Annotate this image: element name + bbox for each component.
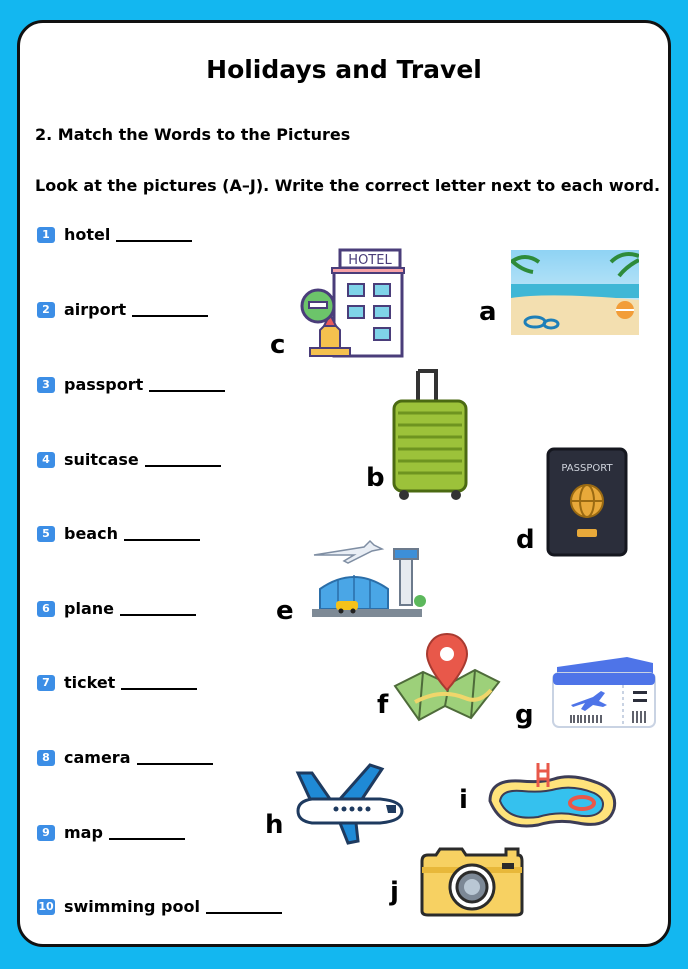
number-badge: 7 bbox=[37, 675, 55, 691]
picture-letter-f: f bbox=[377, 690, 389, 720]
plane-icon bbox=[288, 763, 406, 845]
number-badge: 9 bbox=[37, 825, 55, 841]
word-label: swimming pool bbox=[64, 897, 200, 916]
camera-icon bbox=[418, 841, 526, 919]
word-item-beach bbox=[37, 524, 200, 543]
picture-letter-b: b bbox=[366, 463, 385, 493]
map-icon bbox=[391, 632, 501, 724]
answer-blank[interactable] bbox=[145, 453, 221, 467]
picture-letter-c: c bbox=[270, 330, 286, 360]
number-badge: 8 bbox=[37, 750, 55, 766]
section-heading: 2. Match the Words to the Pictures bbox=[35, 125, 351, 144]
picture-letter-g: g bbox=[515, 700, 534, 730]
answer-blank[interactable] bbox=[206, 900, 282, 914]
passport-cover-text: PASSPORT bbox=[561, 463, 613, 474]
number-badge: 2 bbox=[37, 302, 55, 318]
number-badge: 4 bbox=[37, 452, 55, 468]
word-item-ticket bbox=[37, 673, 197, 692]
answer-blank[interactable] bbox=[132, 303, 208, 317]
answer-blank[interactable] bbox=[116, 228, 192, 242]
worksheet-card bbox=[17, 20, 671, 947]
word-label: airport bbox=[64, 300, 127, 319]
picture-letter-i: i bbox=[459, 785, 468, 815]
passport-icon bbox=[544, 445, 630, 559]
number-badge: 6 bbox=[37, 601, 55, 617]
hotel-icon bbox=[298, 248, 408, 360]
swimming-pool-icon bbox=[482, 761, 622, 833]
instructions: Look at the pictures (A–J). Write the correct letter next to each word. bbox=[35, 176, 661, 195]
word-item-passport bbox=[37, 375, 225, 394]
ticket-icon bbox=[549, 651, 659, 731]
number-badge: 3 bbox=[37, 377, 55, 393]
picture-letter-e: e bbox=[276, 596, 294, 626]
worksheet-title: Holidays and Travel bbox=[206, 55, 482, 84]
word-item-airport bbox=[37, 300, 208, 319]
word-label: camera bbox=[64, 748, 131, 767]
answer-blank[interactable] bbox=[149, 378, 225, 392]
hotel-sign-text: HOTEL bbox=[348, 253, 392, 268]
word-label: ticket bbox=[64, 673, 116, 692]
word-label: map bbox=[64, 823, 103, 842]
answer-blank[interactable] bbox=[137, 751, 213, 765]
word-label: plane bbox=[64, 599, 114, 618]
word-item-suitcase bbox=[37, 450, 221, 469]
picture-letter-d: d bbox=[516, 525, 535, 555]
word-label: hotel bbox=[64, 225, 111, 244]
suitcase-icon bbox=[390, 367, 470, 502]
word-item-plane bbox=[37, 599, 196, 618]
picture-letter-a: a bbox=[479, 297, 497, 327]
word-item-hotel bbox=[37, 225, 192, 244]
answer-blank[interactable] bbox=[120, 602, 196, 616]
word-item-camera bbox=[37, 748, 213, 767]
beach-icon bbox=[511, 250, 639, 335]
word-item-swimming-pool bbox=[37, 897, 282, 916]
answer-blank[interactable] bbox=[121, 676, 197, 690]
answer-blank[interactable] bbox=[124, 527, 200, 541]
number-badge: 1 bbox=[37, 227, 55, 243]
answer-blank[interactable] bbox=[109, 826, 185, 840]
word-label: beach bbox=[64, 524, 118, 543]
word-item-map bbox=[37, 823, 185, 842]
number-badge: 10 bbox=[38, 899, 54, 913]
word-label: passport bbox=[64, 375, 144, 394]
word-label: suitcase bbox=[64, 450, 139, 469]
number-badge: 5 bbox=[37, 526, 55, 542]
picture-letter-h: h bbox=[265, 810, 284, 840]
airport-icon bbox=[308, 529, 426, 625]
picture-letter-j: j bbox=[390, 877, 399, 907]
